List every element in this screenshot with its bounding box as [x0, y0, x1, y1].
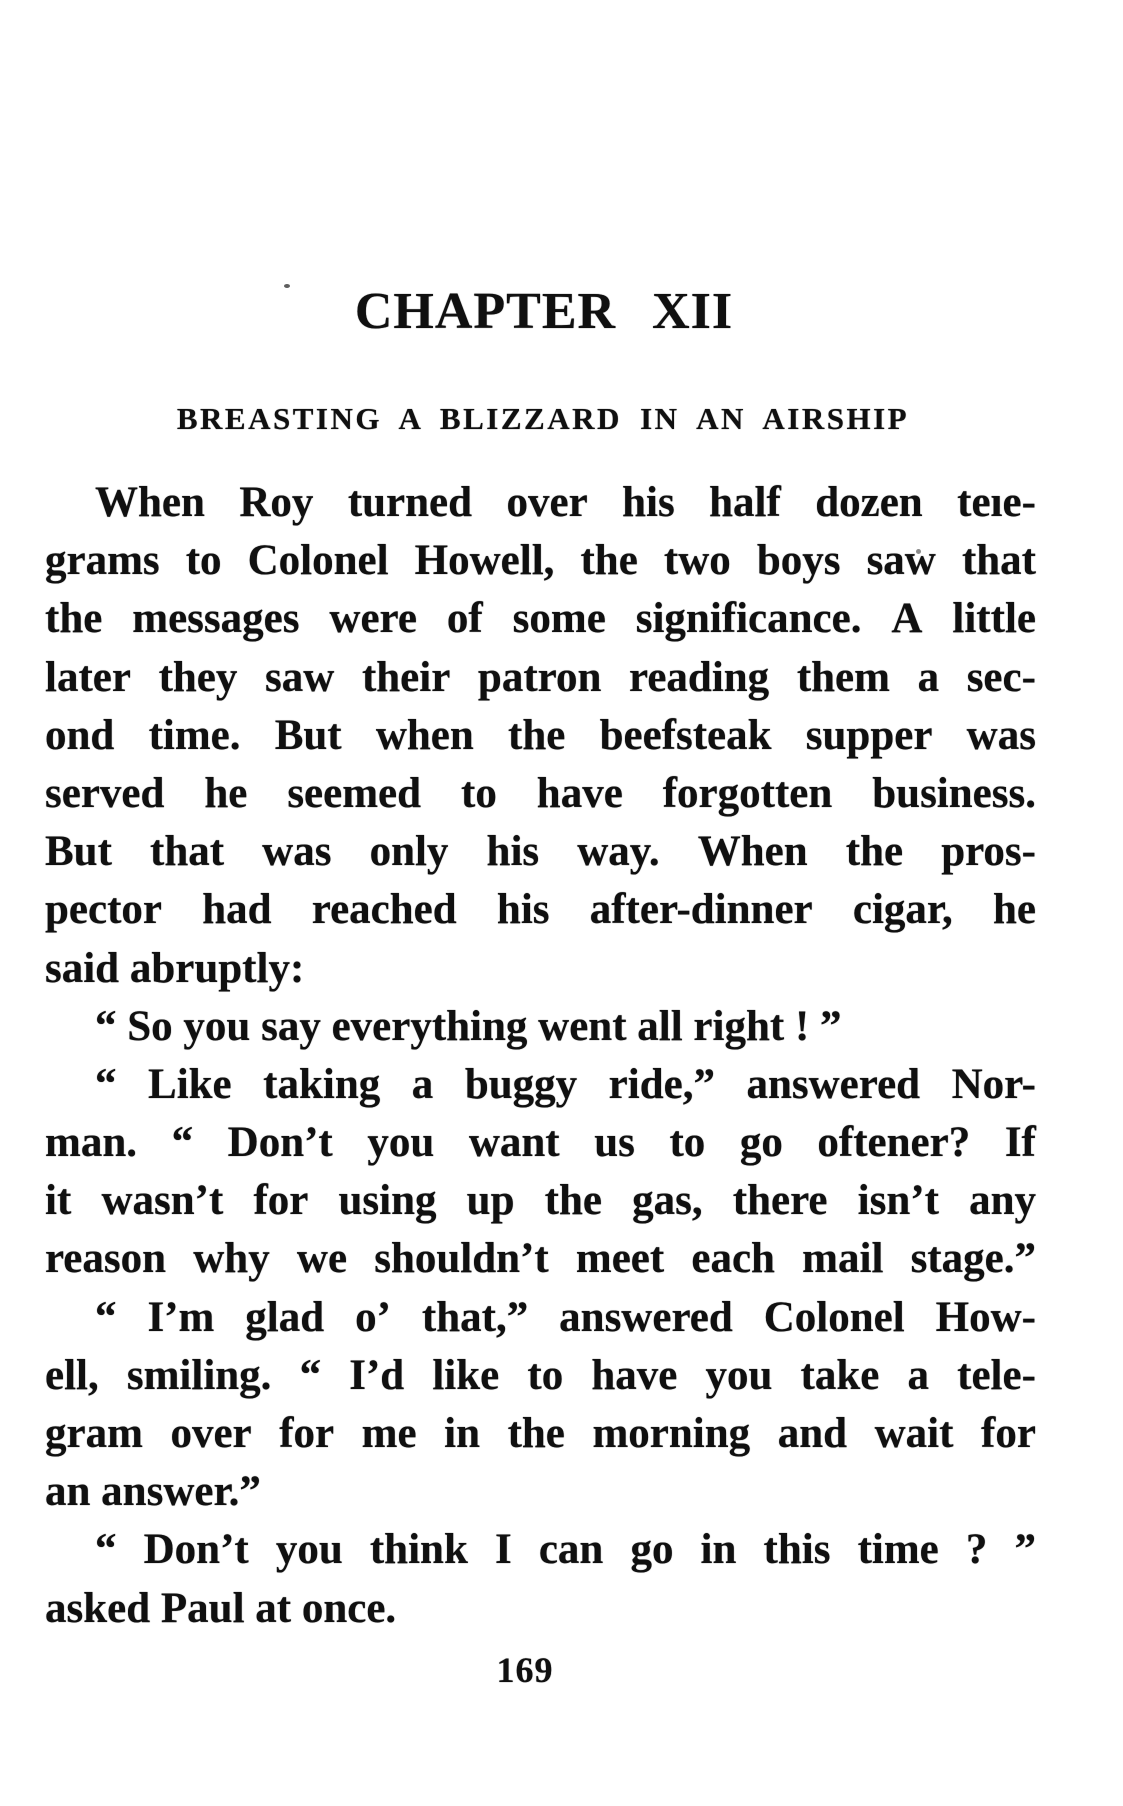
word: reached [311, 886, 457, 934]
word: he [993, 886, 1036, 934]
word: grams [45, 537, 160, 585]
word: Colonel [247, 537, 389, 585]
word: to [527, 1351, 564, 1399]
body-line [45, 1056, 1036, 1114]
word: patron [477, 653, 602, 701]
word: pros- [941, 828, 1036, 876]
word: reason [45, 1235, 167, 1283]
word: had [202, 886, 272, 934]
word: that [150, 828, 225, 876]
body-line [45, 881, 1036, 939]
word: his [486, 828, 540, 876]
word: cigar, [852, 886, 953, 934]
word: each [691, 1235, 775, 1283]
word: the [507, 1410, 565, 1457]
word: “ [299, 1351, 322, 1399]
body-line [45, 1347, 1036, 1405]
body-line [45, 590, 1036, 648]
body-line [45, 1289, 1036, 1347]
word: How- [935, 1293, 1036, 1341]
word: have [591, 1351, 678, 1399]
word: answered [746, 1060, 921, 1108]
word: forgotten [662, 769, 833, 817]
word: ride,” [608, 1060, 715, 1108]
word: in [700, 1526, 737, 1574]
word: when [375, 711, 474, 759]
word: time [857, 1526, 939, 1574]
word: like [432, 1351, 500, 1399]
word: only [369, 828, 449, 876]
word: that,” [421, 1293, 529, 1341]
word: go [739, 1119, 783, 1167]
word: saw [866, 537, 936, 585]
word: that [961, 537, 1036, 585]
word: to [461, 769, 497, 817]
body-text [45, 474, 1036, 1638]
word: some [512, 595, 606, 643]
word: Nor- [951, 1060, 1036, 1108]
word: half [709, 479, 781, 526]
word: A [891, 595, 923, 643]
body-line [45, 1114, 1036, 1172]
word: you [367, 1119, 435, 1167]
word: ell, [45, 1351, 99, 1399]
word: way. [577, 828, 660, 876]
word: answered [559, 1293, 733, 1341]
word: for [279, 1410, 335, 1457]
word: taking [263, 1060, 381, 1108]
body-line [45, 532, 1036, 590]
body-line [45, 1405, 1036, 1463]
word: for [981, 1410, 1036, 1457]
word: for [253, 1177, 309, 1225]
body-line [45, 707, 1036, 765]
word: have [536, 769, 623, 817]
word: But [274, 711, 342, 759]
word: messages [132, 595, 300, 643]
page-number: 169 [496, 1650, 554, 1690]
word: meet [575, 1235, 665, 1283]
word: boys [756, 537, 841, 585]
word: Roy [239, 479, 314, 526]
word: go [630, 1526, 674, 1574]
word: significance. [635, 595, 862, 643]
word: in [444, 1410, 481, 1457]
word: the [508, 711, 566, 759]
word: If [1004, 1119, 1036, 1167]
word: served [45, 769, 165, 817]
word: ? [965, 1526, 988, 1574]
body-line [45, 474, 1036, 532]
word: sec- [966, 653, 1036, 701]
word: Don’t [227, 1119, 333, 1167]
chapter-subtitle: BREASTING A BLIZZARD IN AN AIRSHIP [176, 401, 910, 436]
body-line [45, 1521, 1036, 1579]
word: was [966, 711, 1036, 759]
word: later [45, 653, 131, 701]
word: there [732, 1177, 828, 1225]
word: me [361, 1410, 417, 1457]
word: o’ [355, 1293, 391, 1341]
chapter-title: CHAPTER XII [354, 283, 734, 340]
word: to [185, 537, 222, 585]
word: you [705, 1351, 773, 1399]
word: smiling. [126, 1351, 272, 1399]
word: their [361, 653, 451, 701]
word: up [466, 1177, 515, 1225]
word: Colonel [763, 1293, 905, 1341]
word: the [580, 537, 638, 585]
word: “ [171, 1119, 194, 1167]
word: to [669, 1119, 706, 1167]
word: When [95, 479, 205, 526]
body-line [45, 649, 1036, 707]
word: But [45, 828, 112, 876]
word: isn’t [857, 1177, 939, 1225]
word: “ [95, 1060, 117, 1108]
word: a [907, 1351, 930, 1399]
word: it [45, 1177, 72, 1225]
word: over [170, 1410, 252, 1457]
word: gas, [632, 1177, 703, 1225]
word: “ [95, 1293, 117, 1341]
word: Like [148, 1060, 232, 1108]
body-line [45, 823, 1036, 881]
word: were [329, 595, 417, 643]
word: his [622, 479, 675, 526]
word: dozen [815, 479, 923, 526]
word: reading [629, 653, 770, 701]
word: the [845, 828, 904, 876]
word: gram [45, 1410, 143, 1457]
word: a [411, 1060, 434, 1108]
word: the [544, 1177, 602, 1225]
body-line: an answer.” [45, 1468, 261, 1516]
body-line: asked Paul at once. [45, 1584, 397, 1632]
word: glad [245, 1293, 325, 1341]
word: buggy [464, 1060, 578, 1108]
word: saw [265, 653, 335, 701]
word: the [45, 595, 103, 643]
word: morning [592, 1410, 751, 1457]
word: any [969, 1177, 1036, 1225]
word: I [494, 1526, 512, 1574]
word: Howell, [414, 537, 555, 585]
word: seemed [287, 769, 422, 817]
word: “ [95, 1526, 117, 1574]
word: teıe- [957, 479, 1036, 526]
word: why [193, 1235, 270, 1283]
word: his [496, 886, 550, 934]
word: beefsteak [599, 711, 772, 759]
body-line: “ So you say everything went all right ! ” [95, 1002, 842, 1050]
word: oftener? [817, 1119, 971, 1167]
word: ” [1014, 1526, 1036, 1574]
body-line [45, 1230, 1036, 1288]
word: ond [45, 711, 115, 759]
word: turned [347, 479, 473, 526]
word: them [796, 653, 890, 701]
word: want [468, 1119, 560, 1167]
word: little [952, 595, 1036, 643]
word: Don’t [143, 1526, 249, 1574]
word: shouldn’t [374, 1235, 549, 1283]
word: When [697, 828, 808, 876]
word: wait [874, 1410, 954, 1457]
word: two [663, 537, 731, 585]
word: he [204, 769, 248, 817]
word: stage.” [910, 1235, 1036, 1283]
word: of [446, 595, 483, 643]
word: and [777, 1410, 848, 1457]
word: mail [802, 1235, 884, 1283]
word: using [338, 1177, 437, 1225]
word: us [594, 1119, 635, 1167]
word: was [262, 828, 332, 876]
word: supper [805, 711, 933, 759]
word: after-dinner [589, 886, 813, 934]
body-line [45, 1172, 1036, 1230]
word: I’d [349, 1351, 405, 1399]
word: think [369, 1526, 468, 1574]
word: can [538, 1526, 604, 1574]
word: man. [45, 1119, 137, 1167]
word: we [296, 1235, 348, 1283]
word: wasn’t [101, 1177, 224, 1225]
word: they [158, 653, 238, 701]
word: take [800, 1351, 880, 1399]
word: over [506, 479, 588, 526]
word: business. [872, 769, 1036, 817]
body-line [45, 765, 1036, 823]
word: this [763, 1526, 831, 1574]
word: tele- [957, 1351, 1036, 1399]
word: pector [45, 886, 162, 934]
word: you [275, 1526, 343, 1574]
word: time. [148, 711, 241, 759]
word: I’m [147, 1293, 215, 1341]
word: a [917, 653, 940, 701]
body-line: said abruptly: [45, 944, 305, 992]
